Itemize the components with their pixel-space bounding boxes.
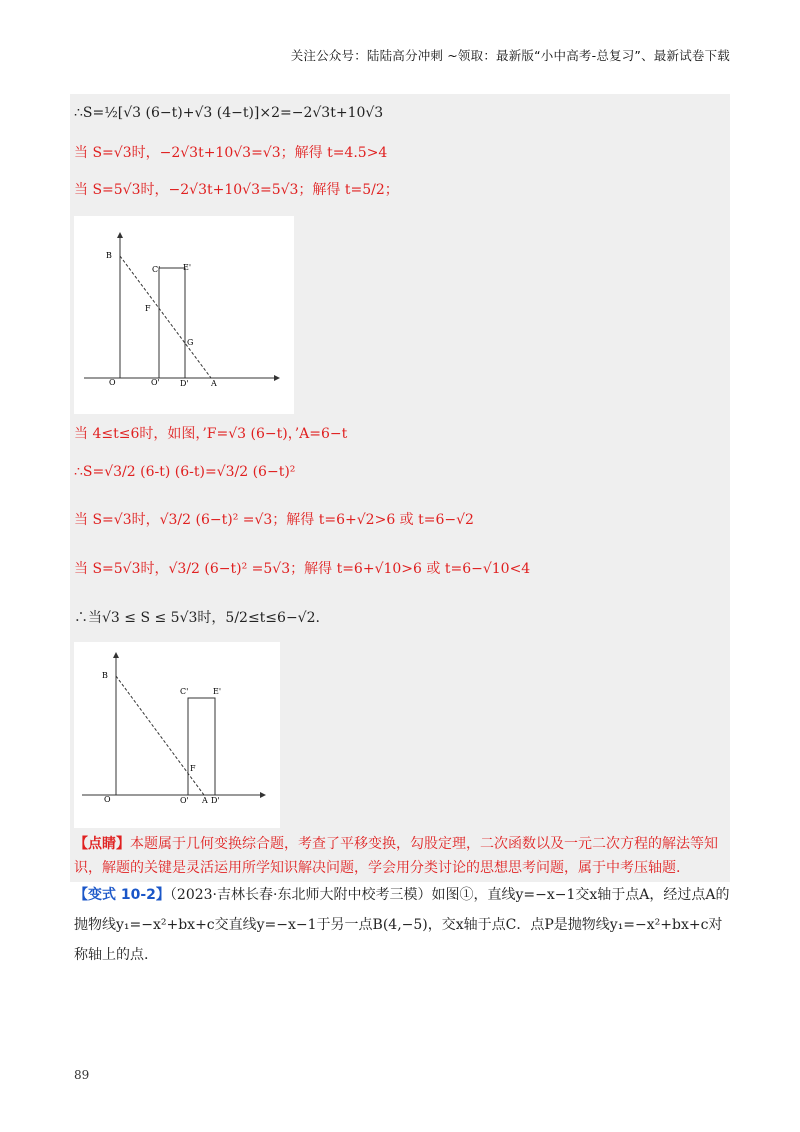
label-a: A xyxy=(211,379,217,388)
solution-line-5: ∴S=√3/2 (6-t) (6-t)=√3/2 (6−t)² xyxy=(74,464,296,480)
label-f: F xyxy=(190,764,196,773)
figure-1 xyxy=(74,216,294,414)
figure-1-svg xyxy=(74,216,294,414)
label-f: F xyxy=(145,304,151,313)
solution-line-1: ∴S=½[√3 (6−t)+√3 (4−t)]×2=−2√3t+10√3 xyxy=(74,105,384,121)
comment-text: 本题属于几何变换综合题，考查了平移变换，勾股定理，二次函数以及一元二次方程的解法等知识，解题的关键是灵活运用所学知识解决问题，学会用分类讨论的思想思考问题，属于中考压轴题. xyxy=(74,836,718,876)
problem-block xyxy=(74,880,734,970)
figure-2 xyxy=(74,642,280,828)
label-b: B xyxy=(106,251,112,260)
comment-block xyxy=(74,832,724,880)
figure-2-svg xyxy=(74,642,280,828)
label-o: O xyxy=(104,795,111,804)
problem-tag: 【变式 10-2】 xyxy=(74,887,170,903)
label-e: E' xyxy=(213,687,222,696)
solution-line-2: 当 S=√3时，−2√3t+10√3=√3；解得 t=4.5>4 xyxy=(74,145,388,161)
label-d: D' xyxy=(211,796,220,805)
label-e: E' xyxy=(183,263,192,272)
page-header: 关注公众号：陆陆高分冲刺 ~领取：最新版“小中高考-总复习”、最新试卷下载 xyxy=(290,48,730,63)
solution-line-4: 当 4≤t≤6时，如图，’F=√3 (6−t)，’A=6−t xyxy=(74,426,348,442)
label-d: D' xyxy=(180,379,189,388)
label-o-prime: O' xyxy=(151,378,160,387)
label-c: C' xyxy=(180,687,189,696)
label-b: B xyxy=(102,671,108,680)
solution-line-8: ∴当√3 ≤ S ≤ 5√3时，5/2≤t≤6−√2. xyxy=(74,610,320,626)
solution-line-3: 当 S=5√3时，−2√3t+10√3=5√3；解得 t=5/2； xyxy=(74,182,399,198)
label-o-prime: O' xyxy=(180,796,189,805)
solution-line-6: 当 S=√3时，√3/2 (6−t)² =√3；解得 t=6+√2>6 或 t=6−√2 xyxy=(74,512,474,528)
problem-text: （2023·吉林长春·东北师大附中校考三模）如图①，直线y=−x−1交x轴于点A，经过点A的抛物线y₁=−x²+bx+c交直线y=−x−1于另一点B(4,−5)，交x轴于点C．点P是抛物线y₁=−x²+bx+c对称轴上的点. xyxy=(74,887,730,963)
label-a: A xyxy=(202,796,208,805)
page-number: 89 xyxy=(74,1068,90,1082)
label-o: O xyxy=(109,378,116,387)
solution-line-7: 当 S=5√3时，√3/2 (6−t)² =5√3；解得 t=6+√10>6 或 t=6−√10<4 xyxy=(74,561,531,577)
label-g: G xyxy=(187,338,194,347)
label-c: C' xyxy=(152,265,161,274)
comment-tag: 【点睛】 xyxy=(74,836,130,852)
